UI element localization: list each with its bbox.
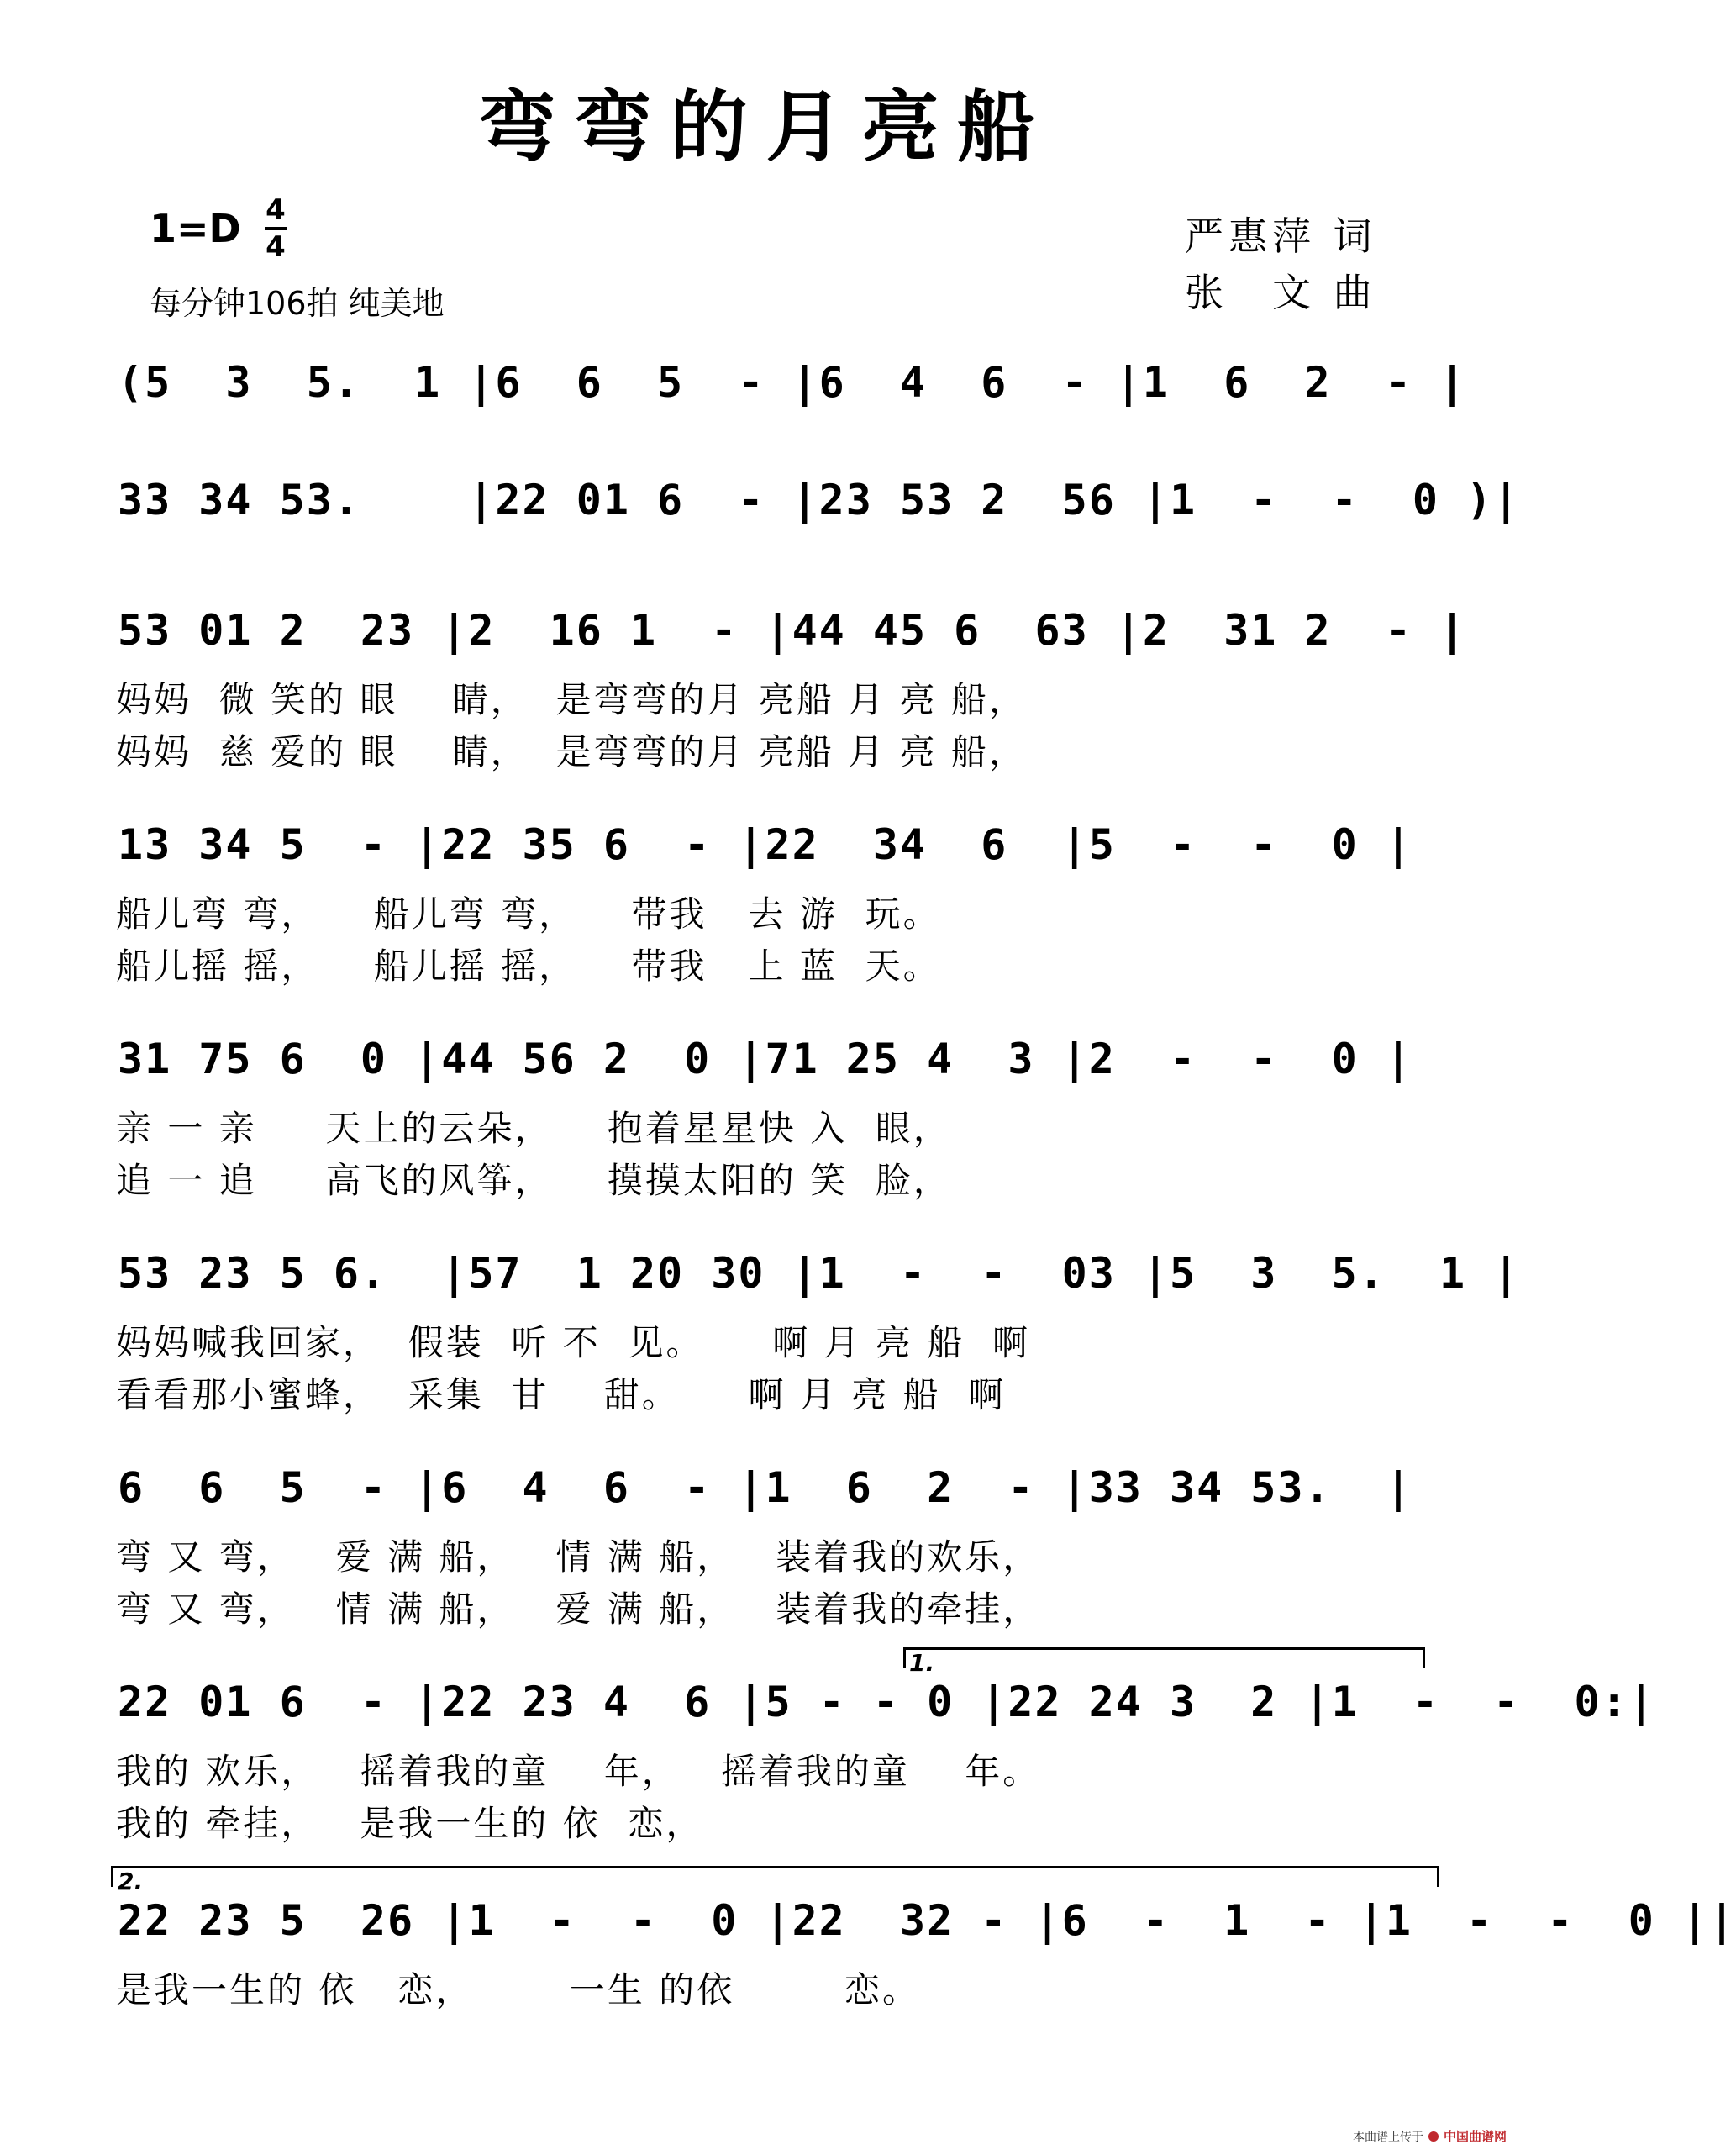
notation-line: 13 34 5 - |22 35 6 - |22 34 6 |5 - - 0 | xyxy=(118,820,1412,869)
lyricist-credit: 严惠萍 词 xyxy=(1185,213,1377,259)
upload-text: 本曲谱上传于 xyxy=(1352,2130,1423,2144)
lyric-line: 妈妈 微 笑的 眼 睛， 是弯弯的月 亮船 月 亮 船， xyxy=(116,679,1027,720)
lyric-line: 我的 欢乐， 摇着我的童 年， 摇着我的童 年。 xyxy=(116,1751,1041,1792)
song-title: 弯弯的月亮船 xyxy=(478,82,1054,172)
notation-line: 33 34 53. |22 01 6 - |23 53 2 56 |1 - - 0 )| xyxy=(118,476,1521,524)
notation-line: (5 3 5. 1 |6 6 5 - |6 4 6 - |1 6 2 - | xyxy=(118,358,1467,407)
lyric-line: 弯 又 弯， 爱 满 船， 情 满 船， 装着我的欢乐， xyxy=(116,1536,1041,1578)
lyric-line: 我的 牵挂， 是我一生的 依 恋， xyxy=(116,1803,704,1844)
second-ending-label: 2. xyxy=(118,1868,144,1895)
notation-line: 22 23 5 26 |1 - - 0 |22 32 - |6 - 1 - |1 - - 0 || xyxy=(118,1896,1736,1945)
notation-line: 22 01 6 - |22 23 4 6 |5 - - 0 |22 24 3 2 |1 - - 0:| xyxy=(118,1678,1655,1726)
site-logo-icon xyxy=(1428,2131,1439,2142)
composer-credit: 张 文 曲 xyxy=(1185,270,1377,315)
lyric-line: 看看那小蜜蜂， 采集 甘 甜。 啊 月 亮 船 啊 xyxy=(116,1374,1007,1415)
tempo-marking: 每分钟106拍 纯美地 xyxy=(150,285,445,322)
key-signature: 1=D xyxy=(150,206,241,251)
time-signature-top: 4 xyxy=(266,193,286,227)
notation-line: 31 75 6 0 |44 56 2 0 |71 25 4 3 |2 - - 0 | xyxy=(118,1035,1412,1083)
lyric-line: 妈妈 慈 爱的 眼 睛， 是弯弯的月 亮船 月 亮 船， xyxy=(116,731,1027,772)
lyric-line: 弯 又 弯， 情 满 船， 爱 满 船， 装着我的牵挂， xyxy=(116,1589,1041,1630)
first-ending-bracket xyxy=(903,1647,1425,1668)
second-ending-bracket xyxy=(111,1866,1439,1887)
notation-line: 53 23 5 6. |57 1 20 30 |1 - - 03 |5 3 5. 1 | xyxy=(118,1249,1521,1298)
lyric-line: 是我一生的 依 恋， 一生 的依 恋。 xyxy=(116,1969,921,2010)
footer xyxy=(1353,2127,1507,2145)
lyric-line: 妈妈喊我回家， 假装 听 不 见。 啊 月 亮 船 啊 xyxy=(116,1322,1030,1363)
lyric-line: 船儿摇 摇， 船儿摇 摇， 带我 上 蓝 天。 xyxy=(116,946,941,987)
time-signature xyxy=(265,195,287,262)
site-name: 中国曲谱网 xyxy=(1443,2129,1507,2144)
lyric-line: 追 一 追 高飞的风筝， 摸摸太阳的 笑 脸， xyxy=(116,1160,951,1201)
notation-line: 6 6 5 - |6 4 6 - |1 6 2 - |33 34 53. | xyxy=(118,1463,1412,1512)
notation-line: 53 01 2 23 |2 16 1 - |44 45 6 63 |2 31 2 - | xyxy=(118,606,1467,655)
lyric-line: 亲 一 亲 天上的云朵， 抱着星星快 入 眼， xyxy=(116,1108,951,1149)
time-signature-bottom: 4 xyxy=(266,230,286,264)
lyric-line: 船儿弯 弯， 船儿弯 弯， 带我 去 游 玩。 xyxy=(116,893,941,935)
first-ending-label: 1. xyxy=(909,1649,935,1677)
